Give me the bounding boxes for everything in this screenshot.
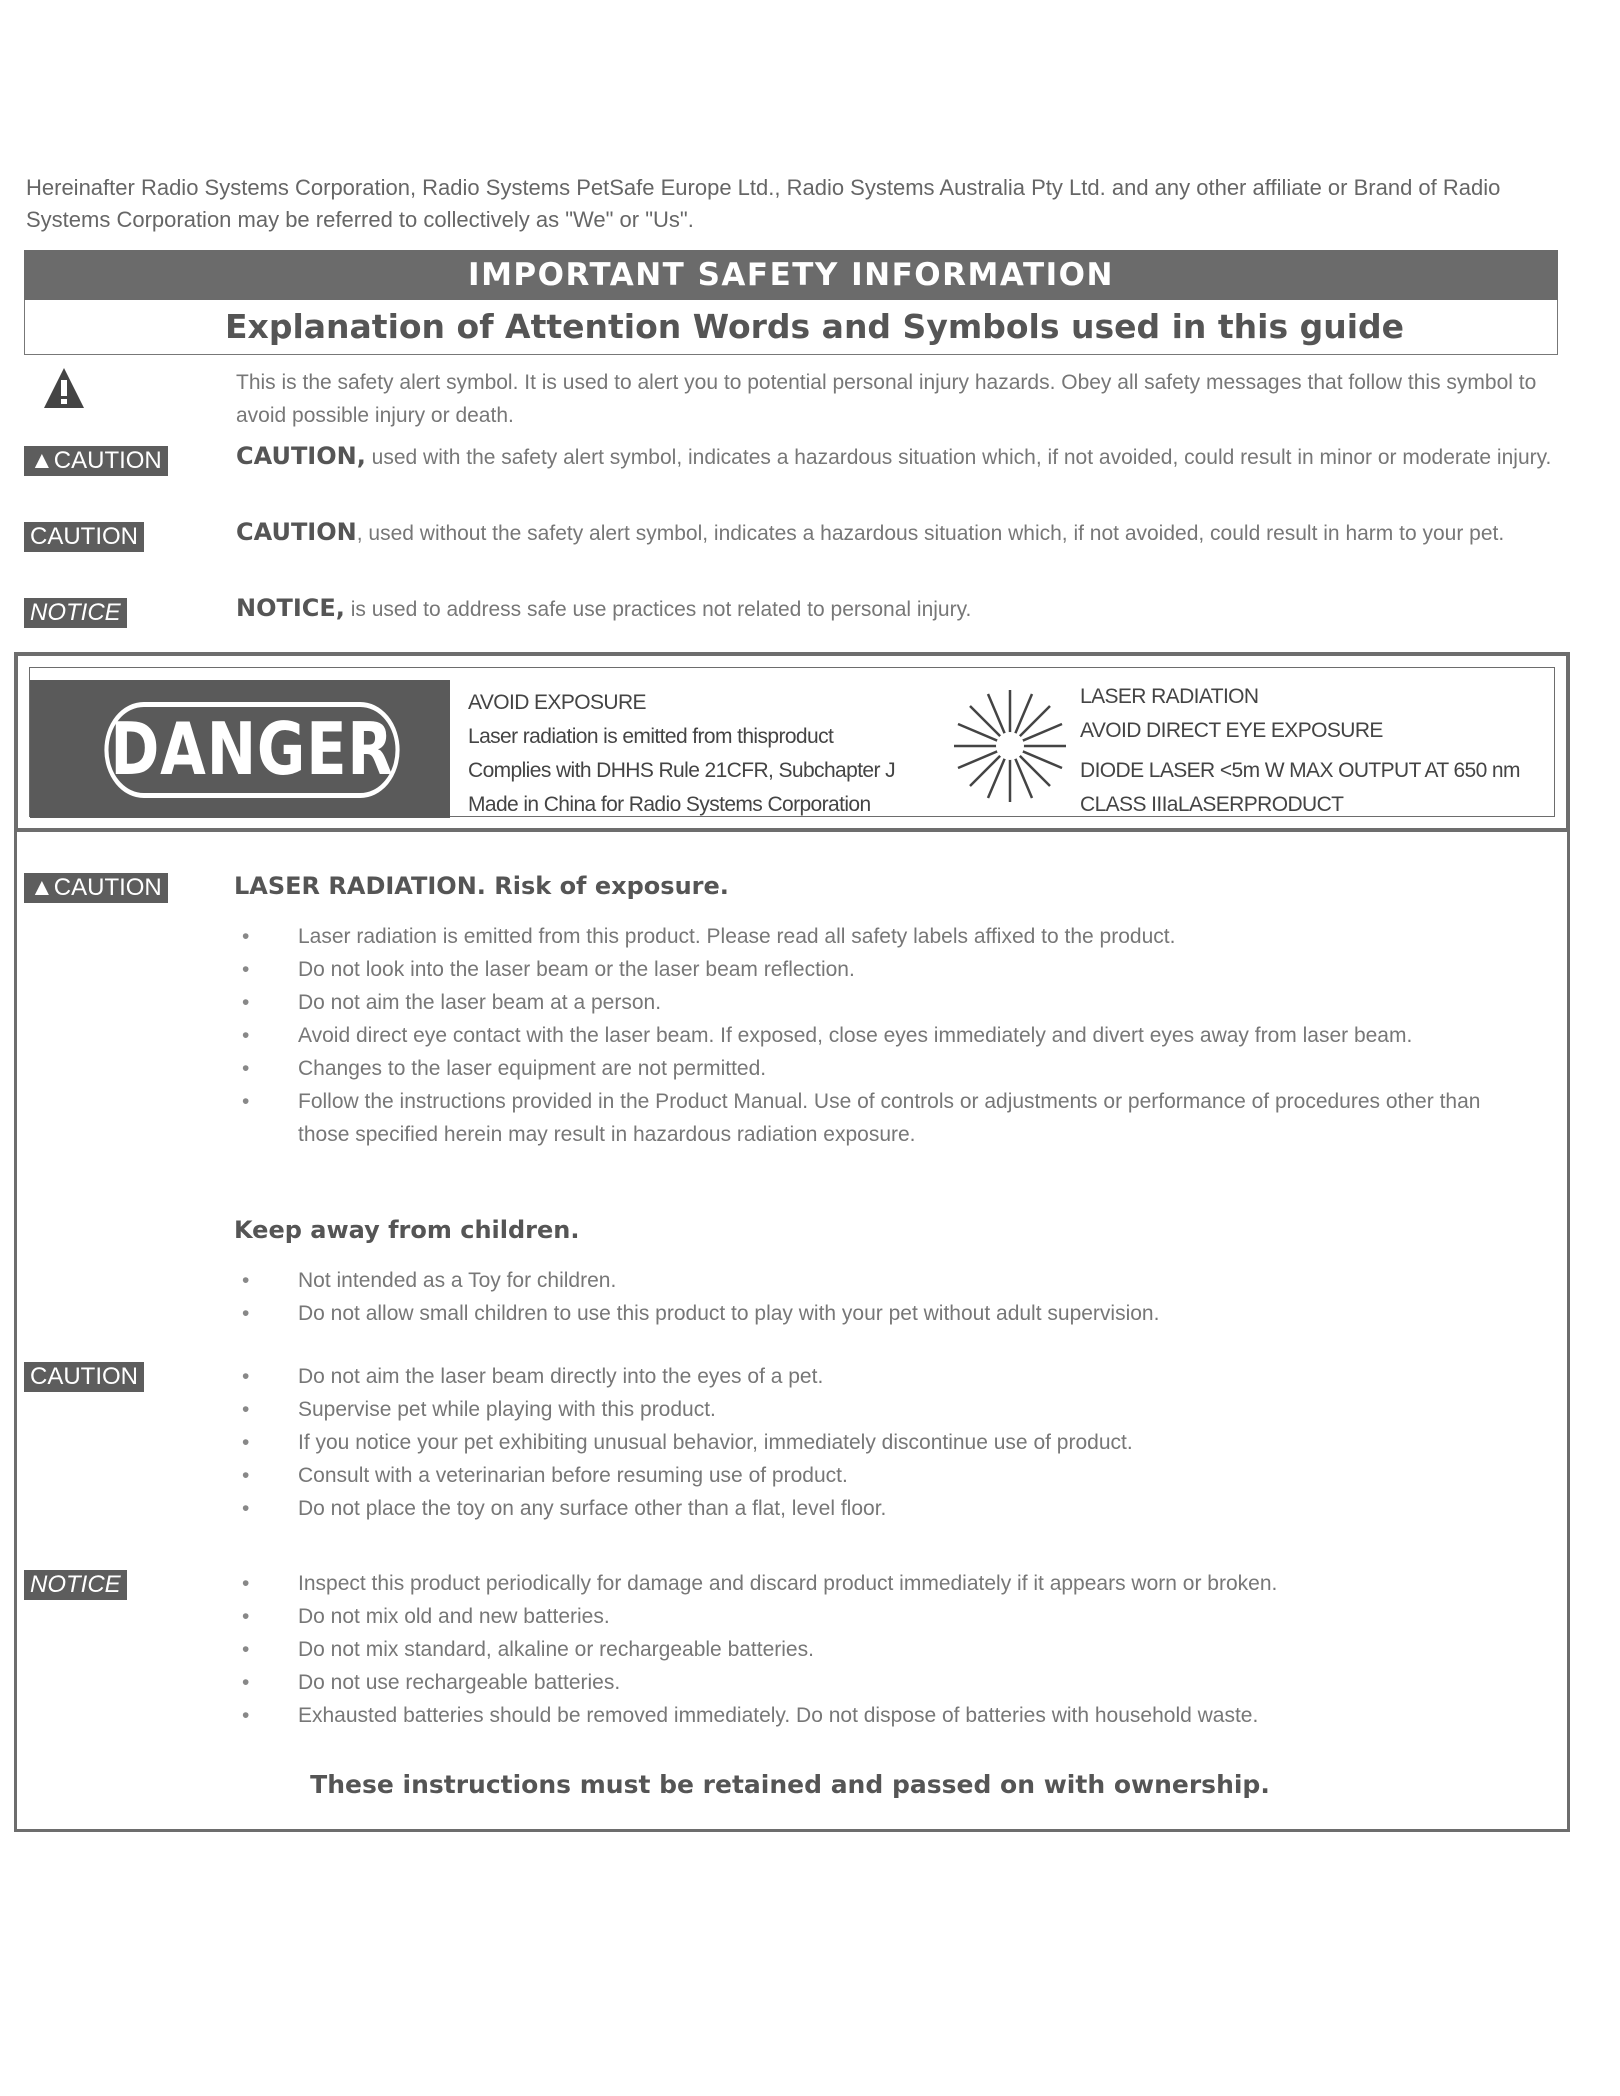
list-item: • Inspect this product periodically for damage and discard product immediately if it appears worn or broken.	[234, 1567, 1534, 1600]
caution-badge: CAUTION	[24, 522, 144, 552]
list-item: • Exhausted batteries should be removed immediately. Do not dispose of batteries with household waste.	[234, 1699, 1534, 1732]
notice-badge: NOTICE	[24, 598, 127, 628]
notice-badge: NOTICE	[24, 1570, 127, 1600]
list-item: • Consult with a veterinarian before resuming use of product.	[234, 1459, 1534, 1492]
list-item: • Changes to the laser equipment are not permitted.	[234, 1052, 1534, 1085]
laser-radiation-list	[234, 920, 1534, 1151]
closing-statement: These instructions must be retained and passed on with ownership.	[310, 1770, 1270, 1799]
caution-alert-badge: ▲CAUTION	[24, 873, 168, 903]
danger-sign	[30, 680, 450, 818]
list-item: • Do not look into the laser beam or the laser beam reflection.	[234, 953, 1534, 986]
list-item: • Supervise pet while playing with this product.	[234, 1393, 1534, 1426]
danger-label-right-text: LASER RADIATION AVOID DIRECT EYE EXPOSURE DIODE LASER <5m W MAX OUTPUT AT 650 nm CLASS IIIaLASERPRODUCT	[1080, 685, 1520, 816]
list-item: • Do not place the toy on any surface other than a flat, level floor.	[234, 1492, 1534, 1525]
list-item: • Not intended as a Toy for children.	[234, 1264, 1534, 1297]
warning-triangle-icon: ▲	[30, 874, 54, 901]
list-item: • Laser radiation is emitted from this product. Please read all safety labels affixed to the product.	[234, 920, 1534, 953]
safety-header-title: IMPORTANT SAFETY INFORMATION	[24, 250, 1558, 300]
list-item: • Do not aim the laser beam directly into the eyes of a pet.	[234, 1360, 1534, 1393]
danger-sign-text: DANGER	[104, 702, 399, 798]
list-item: • Do not mix standard, alkaline or rechargeable batteries.	[234, 1633, 1534, 1666]
list-item: • Avoid direct eye contact with the laser beam. If exposed, close eyes immediately and divert eyes away from laser beam.	[234, 1019, 1534, 1052]
safety-header-subtitle: Explanation of Attention Words and Symbols used in this guide	[225, 307, 1405, 346]
children-list	[234, 1264, 1534, 1330]
notice-list	[234, 1567, 1534, 1732]
warning-triangle-icon: ▲	[30, 447, 54, 474]
caution-alert-badge: ▲CAUTION	[24, 446, 168, 476]
list-item: • Follow the instructions provided in the Product Manual. Use of controls or adjustments or performance of procedures other than those specified herein may result in hazardous radiation exposure.	[234, 1085, 1534, 1151]
list-item: • Do not mix old and new batteries.	[234, 1600, 1534, 1633]
safety-header-subtitle-box	[24, 300, 1558, 355]
pet-caution-list	[234, 1360, 1534, 1525]
list-item: • If you notice your pet exhibiting unusual behavior, immediately discontinue use of product.	[234, 1426, 1534, 1459]
laser-starburst-icon	[950, 686, 1070, 806]
definition-text: CAUTION, used without the safety alert symbol, indicates a hazardous situation which, if not avoided, could result in harm to your pet.	[236, 518, 1505, 546]
definition-text: This is the safety alert symbol. It is used to alert you to potential personal injury hazards. Obey all safety messages that follow this symbol to avoid possible injury or death.	[236, 371, 1537, 427]
definition-text: NOTICE, is used to address safe use practices not related to personal injury.	[236, 594, 972, 622]
danger-label-left-text: AVOID EXPOSURE Laser radiation is emitted from thisproduct Complies with DHHS Rule 21CFR, Subchapter J Made in China for Radio Systems Corporation	[468, 691, 896, 816]
warning-triangle-icon	[42, 366, 86, 410]
intro-paragraph: Hereinafter Radio Systems Corporation, Radio Systems PetSafe Europe Ltd., Radio Systems Australia Pty Ltd. and any other affiliate or Brand of Radio Systems Corporation may be referred to collectively as "We" or "Us".	[26, 175, 1501, 232]
definition-text: CAUTION, used with the safety alert symbol, indicates a hazardous situation which, if not avoided, could result in minor or moderate injury.	[236, 442, 1552, 470]
laser-radiation-heading: LASER RADIATION. Risk of exposure.	[234, 872, 729, 900]
children-heading: Keep away from children.	[234, 1216, 580, 1244]
list-item: • Do not aim the laser beam at a person.	[234, 986, 1534, 1019]
list-item: • Do not allow small children to use this product to play with your pet without adult supervision.	[234, 1297, 1534, 1330]
list-item: • Do not use rechargeable batteries.	[234, 1666, 1534, 1699]
caution-badge: CAUTION	[24, 1362, 144, 1392]
